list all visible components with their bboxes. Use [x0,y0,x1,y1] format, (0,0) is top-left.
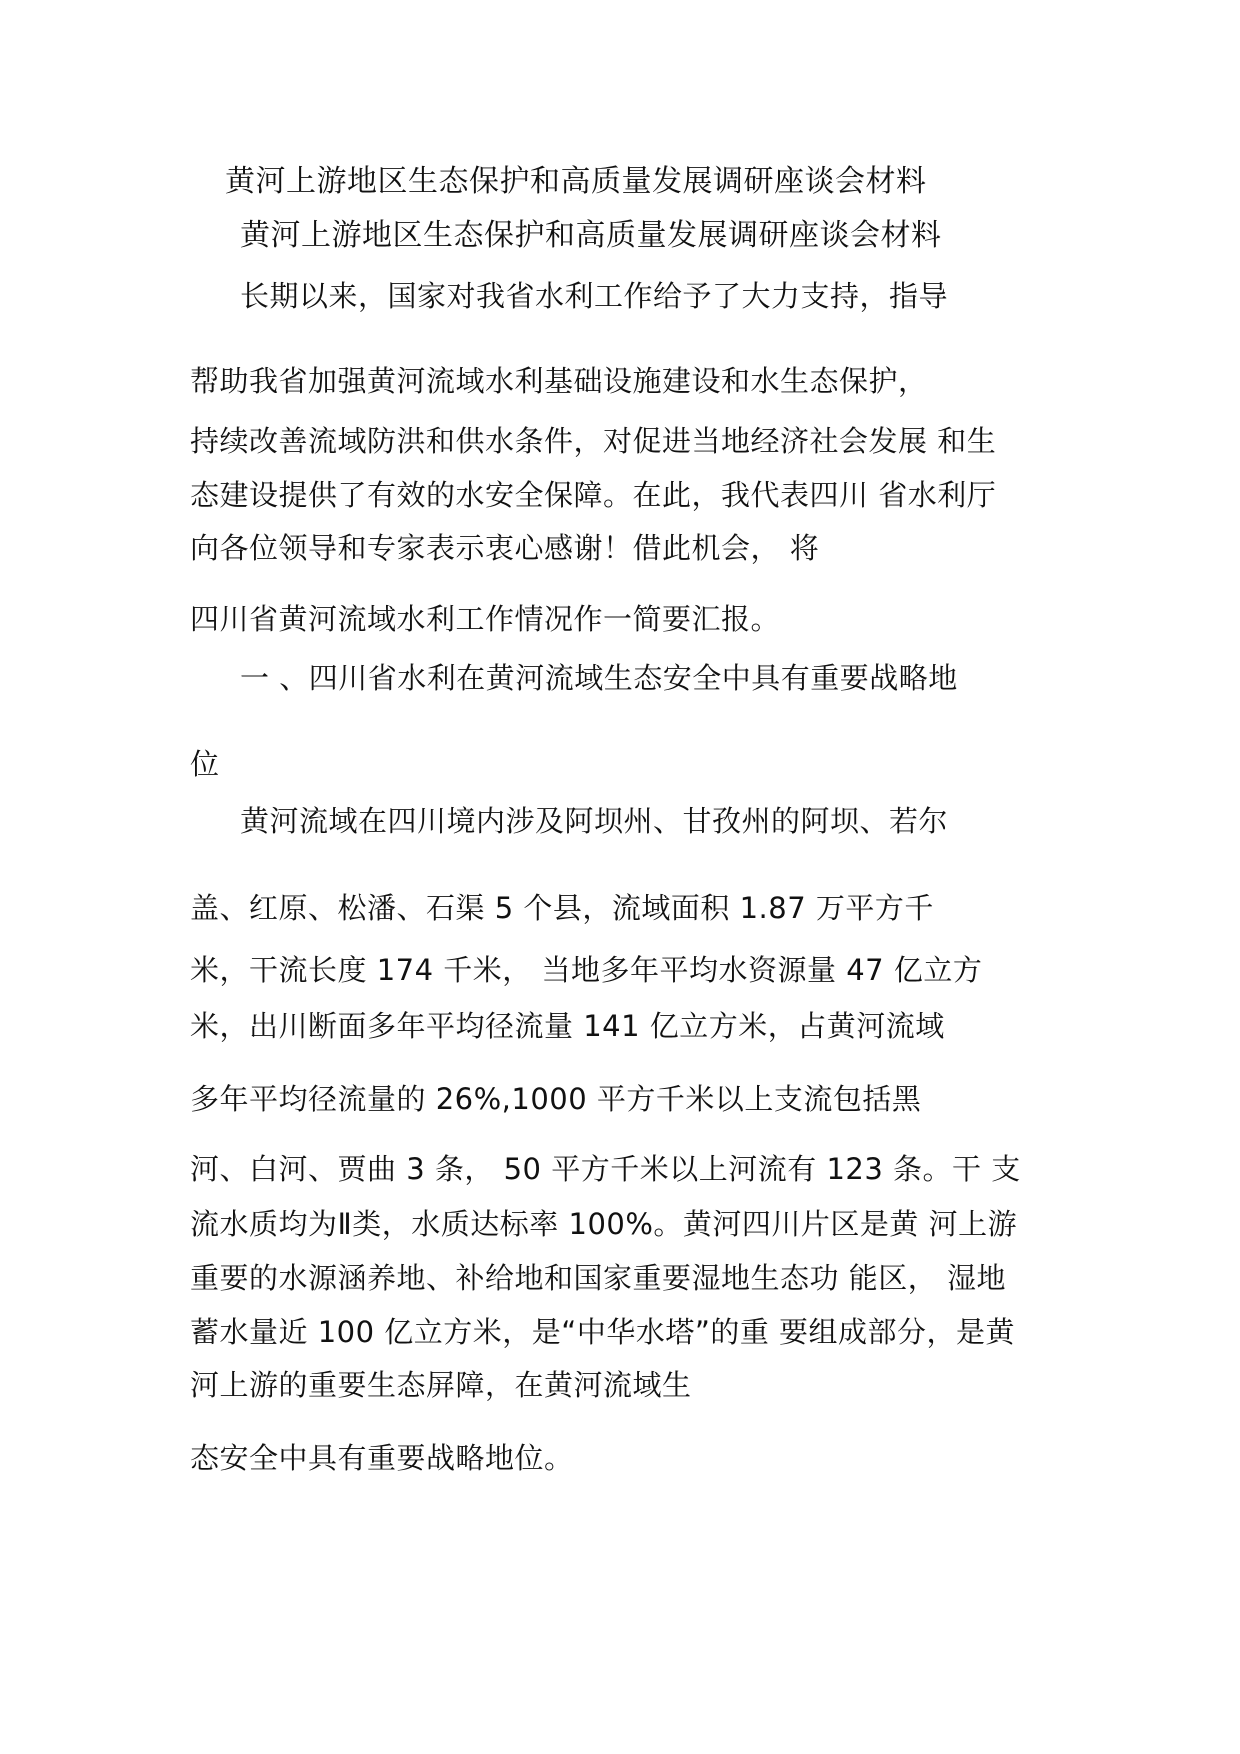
paragraph-line: 多年平均径流量的 26%,1000 平方千米以上支流包括黑 [190,1082,922,1116]
paragraph-line: 米，出川断面多年平均径流量 141 亿立方米，占黄河流域 [190,1009,945,1043]
paragraph-line: 黄河流域在四川境内涉及阿坝州、甘孜州的阿坝、若尔 [240,804,949,838]
paragraph-line: 长期以来，国家对我省水利工作给予了大力支持，指导 [240,279,949,313]
paragraph-line: 蓄水量近 100 亿立方米，是“中华水塔”的重 要组成部分，是黄 [190,1315,1016,1349]
paragraph-line: 流水质均为Ⅱ类，水质达标率 100%。黄河四川片区是黄 河上游 [190,1207,1018,1241]
paragraph-line: 米，干流长度 174 千米， 当地多年平均水资源量 47 亿立方 [190,953,983,987]
document-subtitle: 黄河上游地区生态保护和高质量发展调研座谈会材料 [240,218,942,253]
paragraph-line: 盖、红原、松潘、石渠 5 个县，流域面积 1.87 万平方千 [190,891,934,925]
paragraph-line: 态建设提供了有效的水安全保障。在此，我代表四川 省水利厅 [190,478,997,512]
paragraph-line: 四川省黄河流域水利工作情况作一简要汇报。 [190,602,781,636]
paragraph-line: 持续改善流域防洪和供水条件，对促进当地经济社会发展 和生 [190,424,997,458]
paragraph-line: 河、白河、贾曲 3 条， 50 平方千米以上河流有 123 条。干 支 [190,1152,1021,1186]
paragraph-line: 态安全中具有重要战略地位。 [190,1441,574,1475]
section-heading: 一 、四川省水利在黄河流域生态安全中具有重要战略地 [240,661,958,695]
paragraph-line: 帮助我省加强黄河流域水利基础设施建设和水生态保护， [190,364,928,398]
paragraph-line: 重要的水源涵养地、补给地和国家重要湿地生态功 能区， 湿地 [190,1261,1006,1295]
paragraph-line: 向各位领导和专家表示衷心感谢！借此机会， 将 [190,531,820,565]
section-heading-continued: 位 [190,747,220,781]
document-title: 黄河上游地区生态保护和高质量发展调研座谈会材料 [225,164,927,199]
paragraph-line: 河上游的重要生态屏障，在黄河流域生 [190,1368,692,1402]
